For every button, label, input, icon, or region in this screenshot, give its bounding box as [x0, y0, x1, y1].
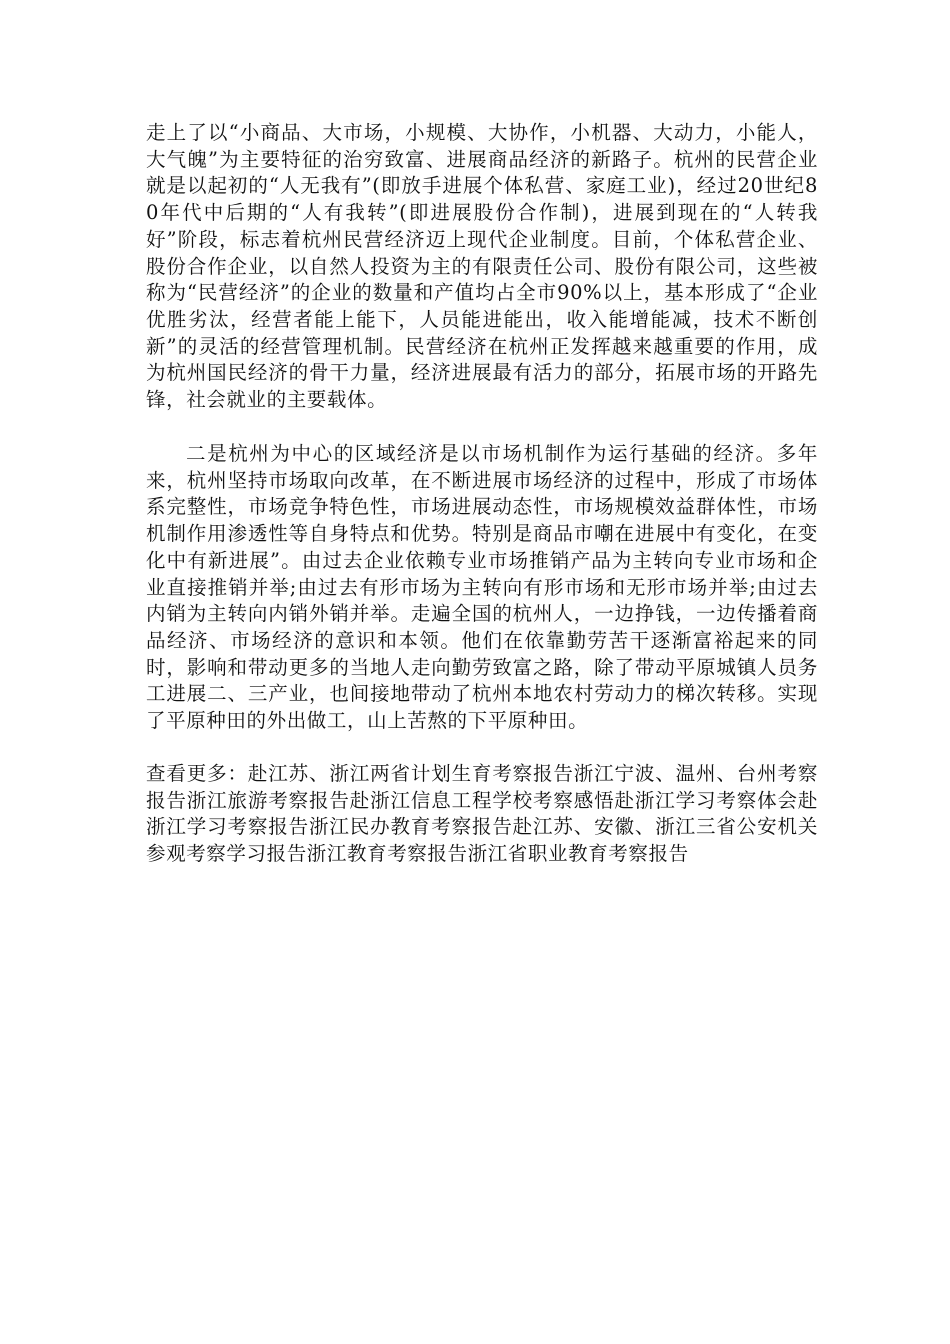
- body-paragraph-market-mechanism: 二是杭州为中心的区域经济是以市场机制作为运行基础的经济。多年来，杭州坚持市场取向改革，在不断进展市场经济的过程中，形成了市场体系完整性，市场竞争特色性，市场进展动态性，市场规模效益群体性，市场机制作用渗透性等自身特点和优势。特别是商品市嘲在进展中有变化，在变化中有新进展”。由过去企业依赖专业市场推销产品为主转向专业市场和企业直接推销并举;由过去有形市场为主转向有形市场和无形市场并举;由过去内销为主转向内销外销并举。走遍全国的杭州人，一边挣钱，一边传播着商品经济、市场经济的意识和本领。他们在依靠勤劳苦干逐渐富裕起来的同时，影响和带动更多的当地人走向勤劳致富之路，除了带动平原城镇人员务工进展二、三产业，也间接地带动了杭州本地农村劳动力的梯次转移。实现了平原种田的外出做工，山上苦熬的下平原种田。: [146, 442, 818, 733]
- body-paragraph-private-economy: 走上了以“小商品、大市场，小规模、大协作，小机器、大动力，小能人，大气魄”为主要特征的治穷致富、进展商品经济的新路子。杭州的民营企业就是以起初的“人无我有”(即放手进展个体私营、家庭工业)，经过20世纪80年代中后期的“人有我转”(即进展股份合作制)，进展到现在的“人转我好”阶段，标志着杭州民营经济迈上现代企业制度。目前，个体私营企业、股份合作企业，以自然人投资为主的有限责任公司、股份有限公司，这些被称为“民营经济”的企业的数量和产值均占全市90%以上，基本形成了“企业优胜劣汰，经营者能上能下，人员能进能出，收入能增能减，技术不断创新”的灵活的经营管理机制。民营经济在杭州正发挥越来越重要的作用，成为杭州国民经济的骨干力量，经济进展最有活力的部分，拓展市场的开路先锋，社会就业的主要载体。: [146, 121, 818, 412]
- see-more-links-paragraph: 查看更多：赴江苏、浙江两省计划生育考察报告浙江宁波、温州、台州考察报告浙江旅游考察报告赴浙江信息工程学校考察感悟赴浙江学习考察体会赴浙江学习考察报告浙江民办教育考察报告赴江苏、安徽、浙江三省公安机关参观考察学习报告浙江教育考察报告浙江省职业教育考察报告: [146, 762, 818, 866]
